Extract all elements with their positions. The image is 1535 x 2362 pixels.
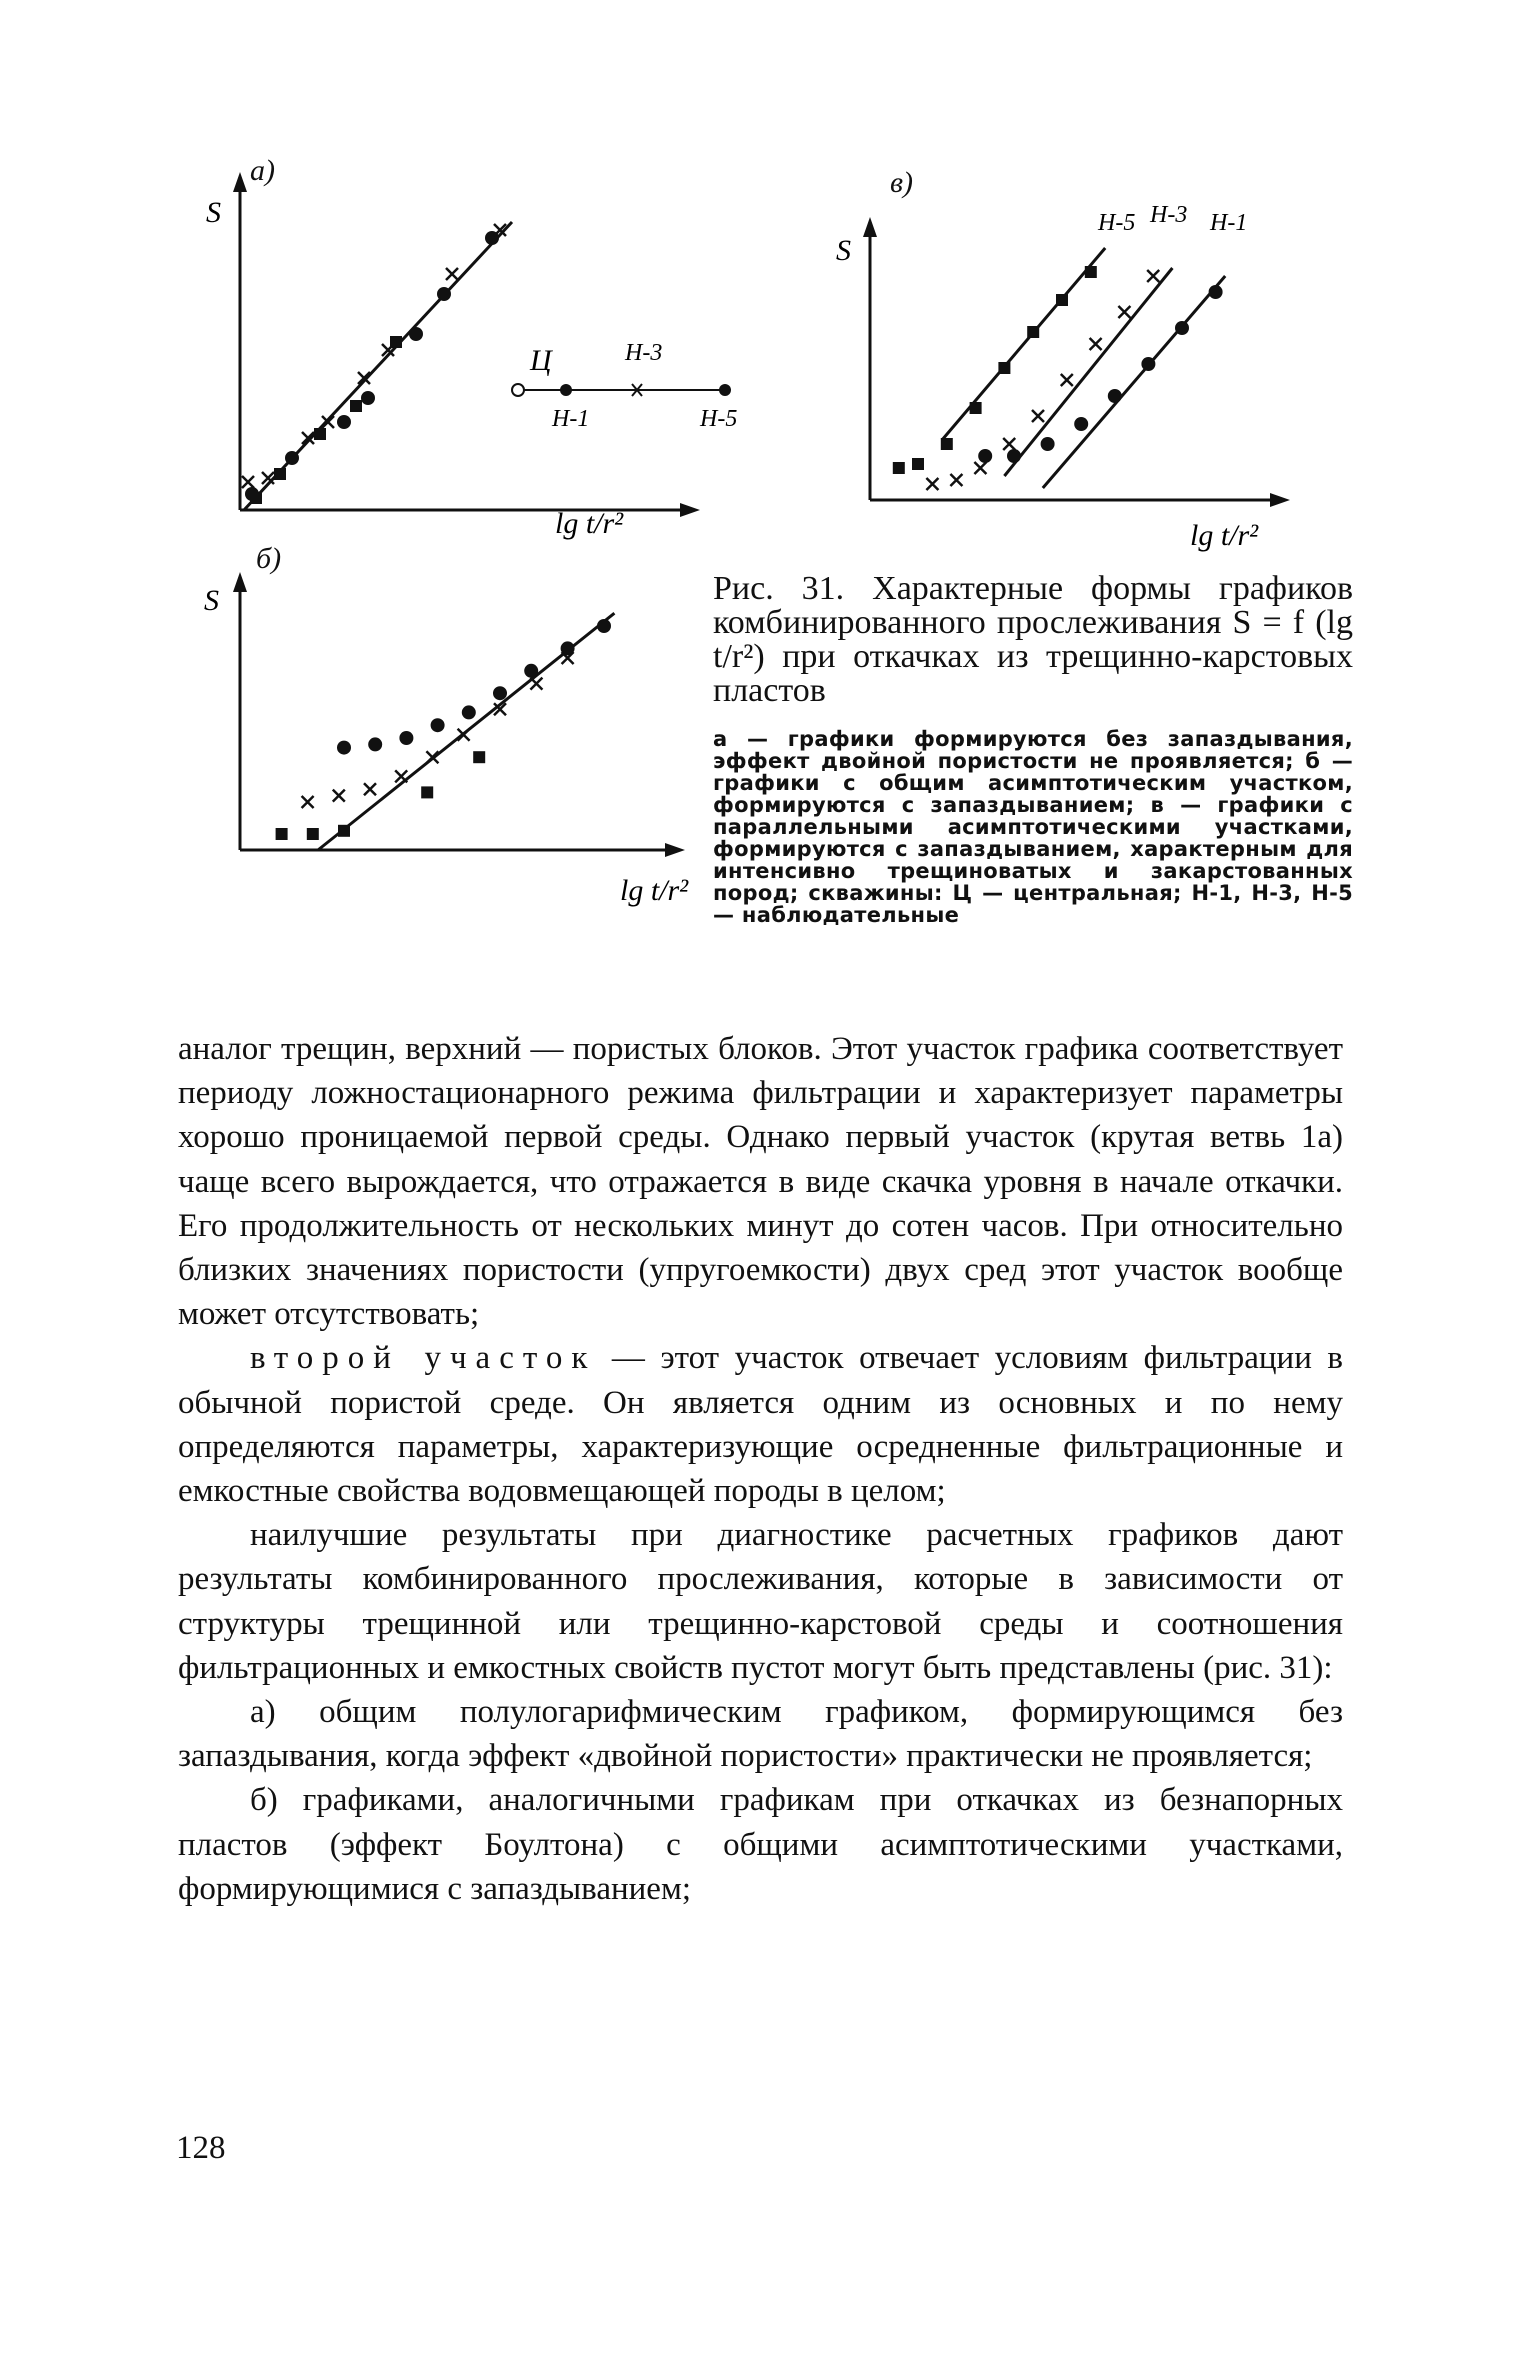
point-h-5-2	[912, 458, 924, 470]
paragraph-2	[178, 1336, 1343, 1513]
point-h-1-1	[978, 449, 992, 463]
panel-v-y-label: S	[836, 234, 851, 267]
panel-a-y-label: S	[206, 196, 221, 229]
panel-a-letter: а)	[250, 154, 275, 187]
point-h-1-3	[337, 415, 351, 429]
figure-panel-v	[830, 160, 1330, 560]
point-h-1-2	[1007, 449, 1021, 463]
point-h-1-8	[1209, 285, 1223, 299]
point-h-1-4	[361, 391, 375, 405]
paragraph-3: наилучшие результаты при диагностике расчетных графиков дают результаты комбинированного прослеживания, которые в зависимости от структуры трещинной или трещинно-карстовой среды и соотношения фильтрационных и емкостных свойств пустот могут быть представлены (рис. 31):	[178, 1517, 1343, 1686]
point-h-1-3	[399, 731, 413, 745]
point-h-3-9	[1147, 270, 1159, 282]
legend-h5-label: Н-5	[700, 406, 738, 432]
panel-v-h3-label: Н-3	[1150, 202, 1188, 228]
legend-h1-marker	[560, 384, 572, 396]
point-h-3-6	[1061, 374, 1073, 386]
point-h-3-4	[395, 770, 407, 782]
panel-v-h5-label: Н-5	[1098, 210, 1136, 236]
point-h-5-4	[421, 786, 433, 798]
point-h-3-6	[458, 729, 470, 741]
caption-title: Рис. 31. Характерные формы графиков комбинированного прослеживания S = f (lg t/r²) при откачках из трещинно-карстовых пластов	[713, 570, 1353, 709]
legend-h5-marker	[719, 384, 731, 396]
point-h-1-6	[493, 686, 507, 700]
paragraph-4: а) общим полулогарифмическим графиком, формирующимся без запаздывания, когда эффект «двойной пористости» практически не проявляется;	[178, 1694, 1343, 1775]
fit-line-2	[1004, 268, 1172, 476]
fit-line-1	[244, 222, 512, 510]
panel-v-h1-label: Н-1	[1210, 210, 1248, 236]
point-h-3-7	[1090, 338, 1102, 350]
point-h-5-3	[314, 428, 326, 440]
point-h-3-3	[364, 783, 376, 795]
body-text	[178, 1027, 1343, 1911]
point-h-1-4	[1074, 417, 1088, 431]
point-h-5-4	[350, 400, 362, 412]
point-h-3-1	[302, 796, 314, 808]
point-h-1-5	[409, 327, 423, 341]
paragraph-2-spaced: второй участок	[250, 1340, 597, 1377]
point-h-3-1	[242, 476, 254, 488]
point-h-5-1	[893, 462, 905, 474]
panel-v-x-label: lg t/r²	[1190, 519, 1259, 552]
fit-line-1	[942, 248, 1105, 440]
point-h-1-4	[431, 718, 445, 732]
point-h-1-2	[368, 737, 382, 751]
point-h-3-4	[1003, 438, 1015, 450]
panel-b-y-label: S	[204, 584, 219, 617]
point-h-5-2	[274, 468, 286, 480]
figure-panel-b	[200, 542, 720, 920]
point-h-1-7	[1175, 321, 1189, 335]
panel-a-plot	[200, 150, 760, 540]
point-h-5-5	[390, 336, 402, 348]
point-h-1-6	[437, 287, 451, 301]
point-h-5-8	[1085, 266, 1097, 278]
panel-b-x-label: lg t/r²	[620, 874, 689, 907]
legend-h3-label: Н-3	[625, 340, 663, 366]
legend-h1-label: Н-1	[552, 406, 590, 432]
point-h-5-1	[276, 828, 288, 840]
caption-body: а — графики формируются без запаздывания, эффект двойной пористости не проявляется; б — графики с общим асимптотическим участком, формируются с запаздыванием; в — графики с параллельными асимптотическими участками, формируются с запаздыванием, характерным для интенсивно трещиноватых и закарстованных пород; скважины: Ц — центральная; Н-1, Н-3, Н-5 — наблюдательные	[713, 727, 1353, 927]
point-h-3-3	[974, 462, 986, 474]
panel-a-x-label: lg t/r²	[555, 507, 624, 540]
point-h-5-4	[970, 402, 982, 414]
point-h-1-6	[1141, 357, 1155, 371]
point-h-5-5	[998, 362, 1010, 374]
point-h-3-5	[426, 751, 438, 763]
point-h-1-3	[1041, 437, 1055, 451]
panel-a-legend	[512, 340, 737, 432]
paragraph-1: аналог трещин, верхний — пористых блоков. Этот участок графика соответствует периоду ложностационарного режима фильтрации и характеризует параметры хорошо проницаемой первой среды. Однако первый участок (крутая ветвь 1а) чаще всего вырождается, что отражается в виде скачка уровня в начале откачки. Его продолжительность от нескольких минут до сотен часов. При относительно близких значениях пористости (упругоемкости) двух сред этот участок вообще может отсутствовать;	[178, 1031, 1343, 1333]
panel-v-letter: в)	[890, 166, 914, 199]
point-h-5-6	[1027, 326, 1039, 338]
point-h-3-8	[1118, 306, 1130, 318]
paragraph-5: б) графиками, аналогичными графикам при откачках из безнапорных пластов (эффект Боултона) с общими асимптотическими участками, формирующимися с запаздыванием;	[178, 1782, 1343, 1907]
panel-v-plot	[830, 160, 1330, 560]
point-h-3-2	[950, 474, 962, 486]
panel-b-plot	[200, 560, 720, 920]
point-h-5-2	[307, 828, 319, 840]
point-h-5-5	[473, 751, 485, 763]
point-h-5-3	[338, 825, 350, 837]
point-h-5-1	[250, 492, 262, 504]
point-h-3-1	[926, 478, 938, 490]
point-h-3-2	[333, 790, 345, 802]
point-h-1-1	[337, 741, 351, 755]
figure-caption	[713, 572, 1353, 926]
point-h-3-8	[530, 678, 542, 690]
figure-panel-a	[200, 150, 760, 540]
point-h-3-7	[446, 268, 458, 280]
point-h-1-7	[524, 664, 538, 678]
point-h-1-2	[285, 451, 299, 465]
legend-center-label: Ц	[530, 344, 552, 377]
legend-center-marker	[512, 384, 524, 396]
point-h-3-5	[1032, 410, 1044, 422]
point-h-5-7	[1056, 294, 1068, 306]
page-number: 128	[176, 2130, 226, 2166]
paragraph-2-rest: — этот участок отвечает условиям фильтрации в обычной пористой среде. Он является одним из основных и по нему определяются параметры, характеризующие осредненные фильтрационные и емкостные свойства водовмещающей породы в целом;	[178, 1340, 1344, 1510]
point-h-1-5	[462, 705, 476, 719]
point-h-1-5	[1108, 389, 1122, 403]
point-h-1-9	[597, 619, 611, 633]
panel-b-letter: б)	[256, 542, 282, 575]
point-h-5-3	[941, 438, 953, 450]
